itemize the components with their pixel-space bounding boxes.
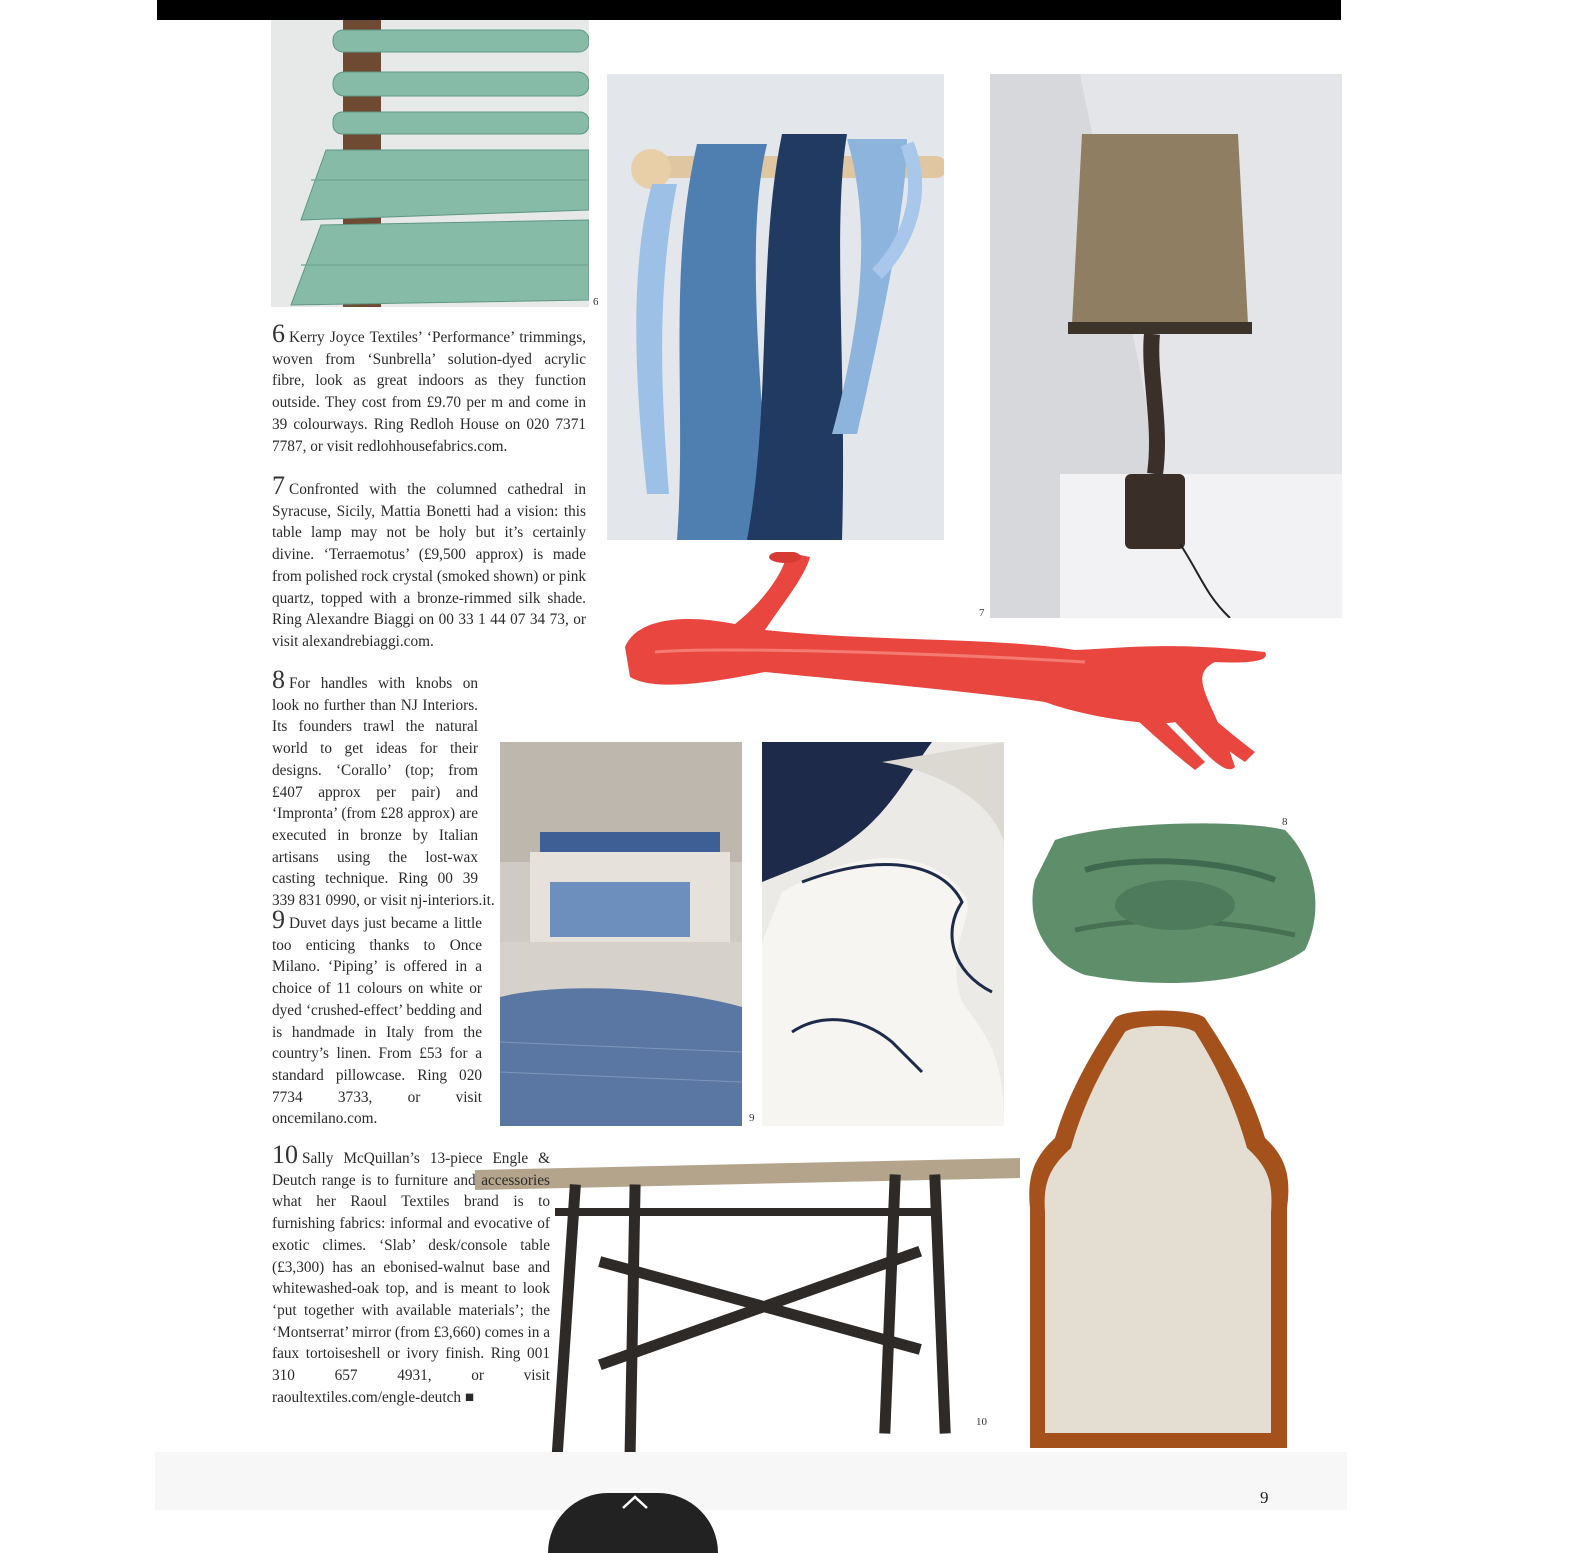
item-number-7: 7: [272, 471, 285, 500]
item-8-text: [272, 665, 586, 912]
chevron-up-icon: [620, 1493, 650, 1510]
page-number: 9: [1260, 1488, 1269, 1507]
figure-slab-table: [475, 1158, 1035, 1468]
item-number-9: 9: [272, 905, 285, 934]
figure-number-9: 9: [749, 1112, 755, 1124]
figure-trims-blue: [607, 74, 944, 540]
figure-mirror: [1025, 1008, 1295, 1455]
figure-bronze-handle: [1025, 820, 1325, 990]
item-9-text: [272, 905, 482, 1130]
item-6-body: Kerry Joyce Textiles’ ‘Performance’ trimmings, woven from ‘Sunbrella’ solution-dyed acrylic fibre, look as great indoors as they function outside. They cost from £9.70 per m and come in 39 colourways. Ring Redloh House on 020 7371 7787, or visit redlohhousefabrics.com.: [272, 329, 586, 455]
figure-trims-green: [271, 20, 589, 307]
figure-number-7: 7: [979, 607, 985, 619]
figure-number-10: 10: [976, 1416, 987, 1428]
page-footer-strip: [155, 1452, 1347, 1510]
top-bar: [157, 0, 1341, 20]
item-number-6: 6: [272, 319, 285, 348]
figure-duvet-piping: [762, 742, 1004, 1126]
item-9-body: Duvet days just became a little too enticing thanks to Once Milano. ‘Piping’ is offered in a choice of 11 colours on white or dyed ‘crushed-effect’ bedding and is handmade in Italy from the country’s linen. From £53 for a standard pillowcase. Ring 020 7734 3733, or visit oncemilano.com.: [272, 915, 482, 1128]
item-7-text: [272, 471, 586, 653]
item-6-text: [272, 319, 586, 457]
item-number-10: 10: [272, 1140, 298, 1169]
item-10-body: Sally McQuillan’s 13-piece Engle & Deutch range is to furniture and accessories what her Raoul Textiles brand is to furnishing fabrics: informal and evocative of exotic climes. ‘Slab’ desk/console table (£3,300) has an ebonised-walnut base and whitewashed-oak top, and is meant to look ‘put together with available materials’; the ‘Montserrat’ mirror (from £3,660) comes in a faux tortoiseshell or ivory finish. Ring 001 310 657 4931, or visit raoultextiles.com/engle-deutch ■: [272, 1150, 550, 1406]
item-number-8: 8: [272, 665, 285, 694]
item-8-body: For handles with knobs on look no further than NJ Interiors. Its founders trawl the natural world to get ideas for their designs. ‘Corallo’ (top; from £407 approx per pair) and ‘Impronta’ (from £28 approx) are executed in bronze by Italian artisans using the lost-wax casting technique. Ring 00 39 339 831 0990, or visit nj-interiors.it.: [272, 675, 495, 910]
figure-table-lamp: [990, 74, 1342, 618]
figure-number-8: 8: [1282, 816, 1288, 828]
item-10-text: [272, 1140, 550, 1408]
figure-number-6: 6: [593, 296, 599, 308]
item-7-body: Confronted with the columned cathedral in Syracuse, Sicily, Mattia Bonetti had a vision: this table lamp may not be holy but it’s certainly divine. ‘Terraemotus’ (£9,500 approx) is made from polished rock crystal (smoked shown) or pink quartz, topped with a bronze-rimmed silk shade. Ring Alexandre Biaggi on 00 33 1 44 07 34 73, or visit alexandrebiaggi.com.: [272, 481, 586, 650]
